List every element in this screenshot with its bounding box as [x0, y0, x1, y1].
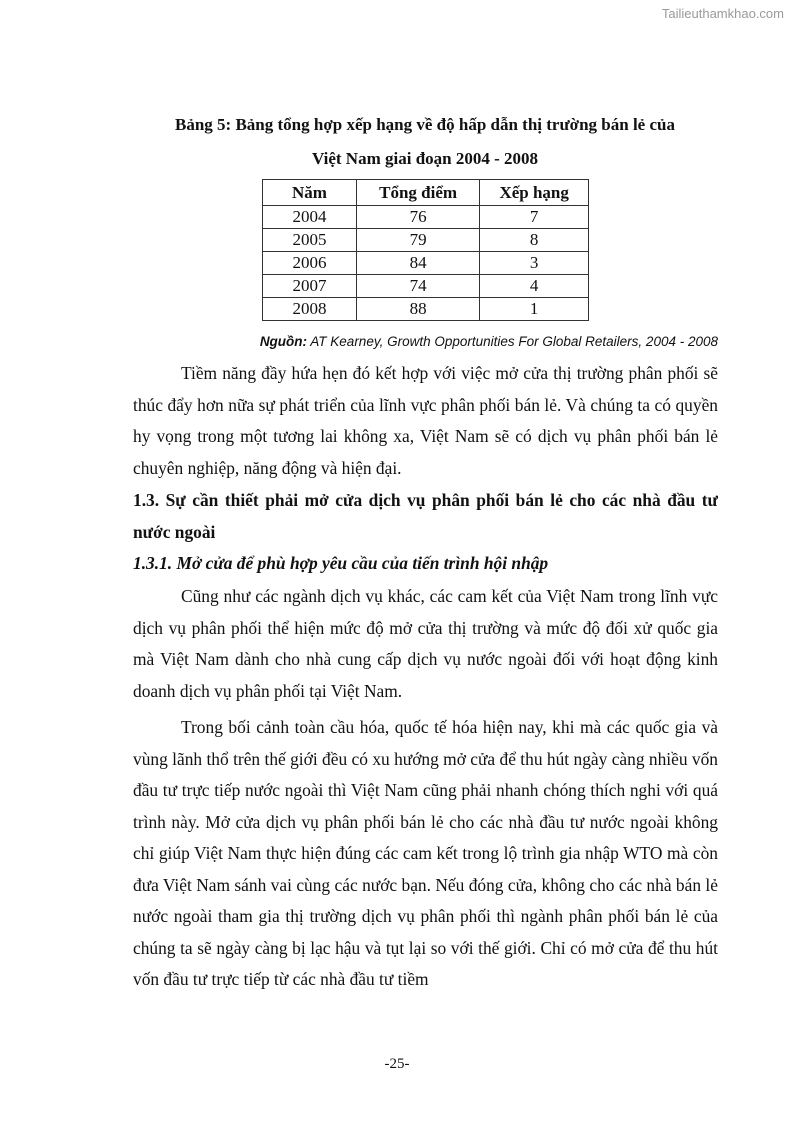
cell-total-score: 84 — [356, 252, 479, 275]
cell-rank: 1 — [480, 298, 589, 321]
table-row — [263, 206, 589, 229]
subsection-heading-1-3-1: 1.3.1. Mở cửa để phù hợp yêu cầu của tiến trình hội nhập — [133, 553, 549, 573]
table-row — [263, 298, 589, 321]
cell-year: 2005 — [263, 229, 357, 252]
cell-year: 2007 — [263, 275, 357, 298]
cell-total-score: 76 — [356, 206, 479, 229]
cell-rank: 3 — [480, 252, 589, 275]
source-text: AT Kearney, Growth Opportunities For Global Retailers, 2004 - 2008 — [307, 334, 718, 349]
cell-year: 2006 — [263, 252, 357, 275]
paragraph-3: Trong bối cảnh toàn cầu hóa, quốc tế hóa hiện nay, khi mà các quốc gia và vùng lãnh thổ trên thế giới đều có xu hướng mở cửa để thu hút ngày càng nhiều vốn đầu tư trực tiếp nước ngoài thì Việt Nam cũng phải nhanh chóng thích nghi với quá trình này. Mở cửa dịch vụ phân phối bán lẻ cho các nhà đầu tư nước ngoài không chỉ giúp Việt Nam thực hiện đúng các cam kết trong lộ trình gia nhập WTO mà còn đưa Việt Nam sánh vai cùng các nước bạn. Nếu đóng cửa, không cho các nhà bán lẻ nước ngoài tham gia thị trường dịch vụ phân phối thì ngành phân phối bán lẻ của chúng ta sẽ ngày càng bị lạc hậu và tụt lại so với thế giới. Chỉ có mở cửa để thu hút vốn đầu tư trực tiếp từ các nhà đầu tư tiềm — [133, 717, 718, 989]
ranking-table — [262, 179, 589, 321]
cell-total-score: 88 — [356, 298, 479, 321]
page-number: -25- — [384, 1056, 410, 1072]
cell-rank: 4 — [480, 275, 589, 298]
watermark: Tailieuthamkhao.com — [661, 6, 784, 21]
table-row — [263, 229, 589, 252]
header-total-score: Tổng điểm — [356, 180, 479, 206]
source-label: Nguồn: — [259, 334, 308, 349]
section-heading-1-3: 1.3. Sự cần thiết phải mở cửa dịch vụ phân phối bán lẻ cho các nhà đầu tư nước ngoài — [133, 490, 718, 542]
cell-rank: 8 — [480, 229, 589, 252]
paragraph-1: Tiềm năng đầy hứa hẹn đó kết hợp với việc mở cửa thị trường phân phối sẽ thúc đẩy hơn nữa sự phát triển của lĩnh vực phân phối bán lẻ. Và chúng ta có quyền hy vọng trong một tương lai không xa, Việt Nam sẽ có dịch vụ phân phối bán lẻ chuyên nghiệp, năng động và hiện đại. — [133, 363, 718, 478]
cell-total-score: 74 — [356, 275, 479, 298]
table-title-line-2: Việt Nam giai đoạn 2004 - 2008 — [311, 149, 539, 168]
header-rank: Xếp hạng — [480, 180, 589, 206]
table-title-line-1: Bảng 5: Bảng tổng hợp xếp hạng về độ hấp dẫn thị trường bán lẻ của — [175, 115, 675, 134]
cell-year: 2008 — [263, 298, 357, 321]
header-year: Năm — [263, 180, 357, 206]
cell-total-score: 79 — [356, 229, 479, 252]
table-row — [263, 275, 589, 298]
table-header-row — [263, 180, 589, 206]
cell-rank: 7 — [480, 206, 589, 229]
paragraph-2: Cũng như các ngành dịch vụ khác, các cam kết của Việt Nam trong lĩnh vực dịch vụ phân phối thể hiện mức độ mở cửa thị trường và mức độ đối xử quốc gia mà Việt Nam dành cho nhà cung cấp dịch vụ nước ngoài đối với hoạt động kinh doanh dịch vụ phân phối tại Việt Nam. — [133, 586, 718, 701]
table-row — [263, 252, 589, 275]
table-source — [100, 334, 718, 349]
cell-year: 2004 — [263, 206, 357, 229]
